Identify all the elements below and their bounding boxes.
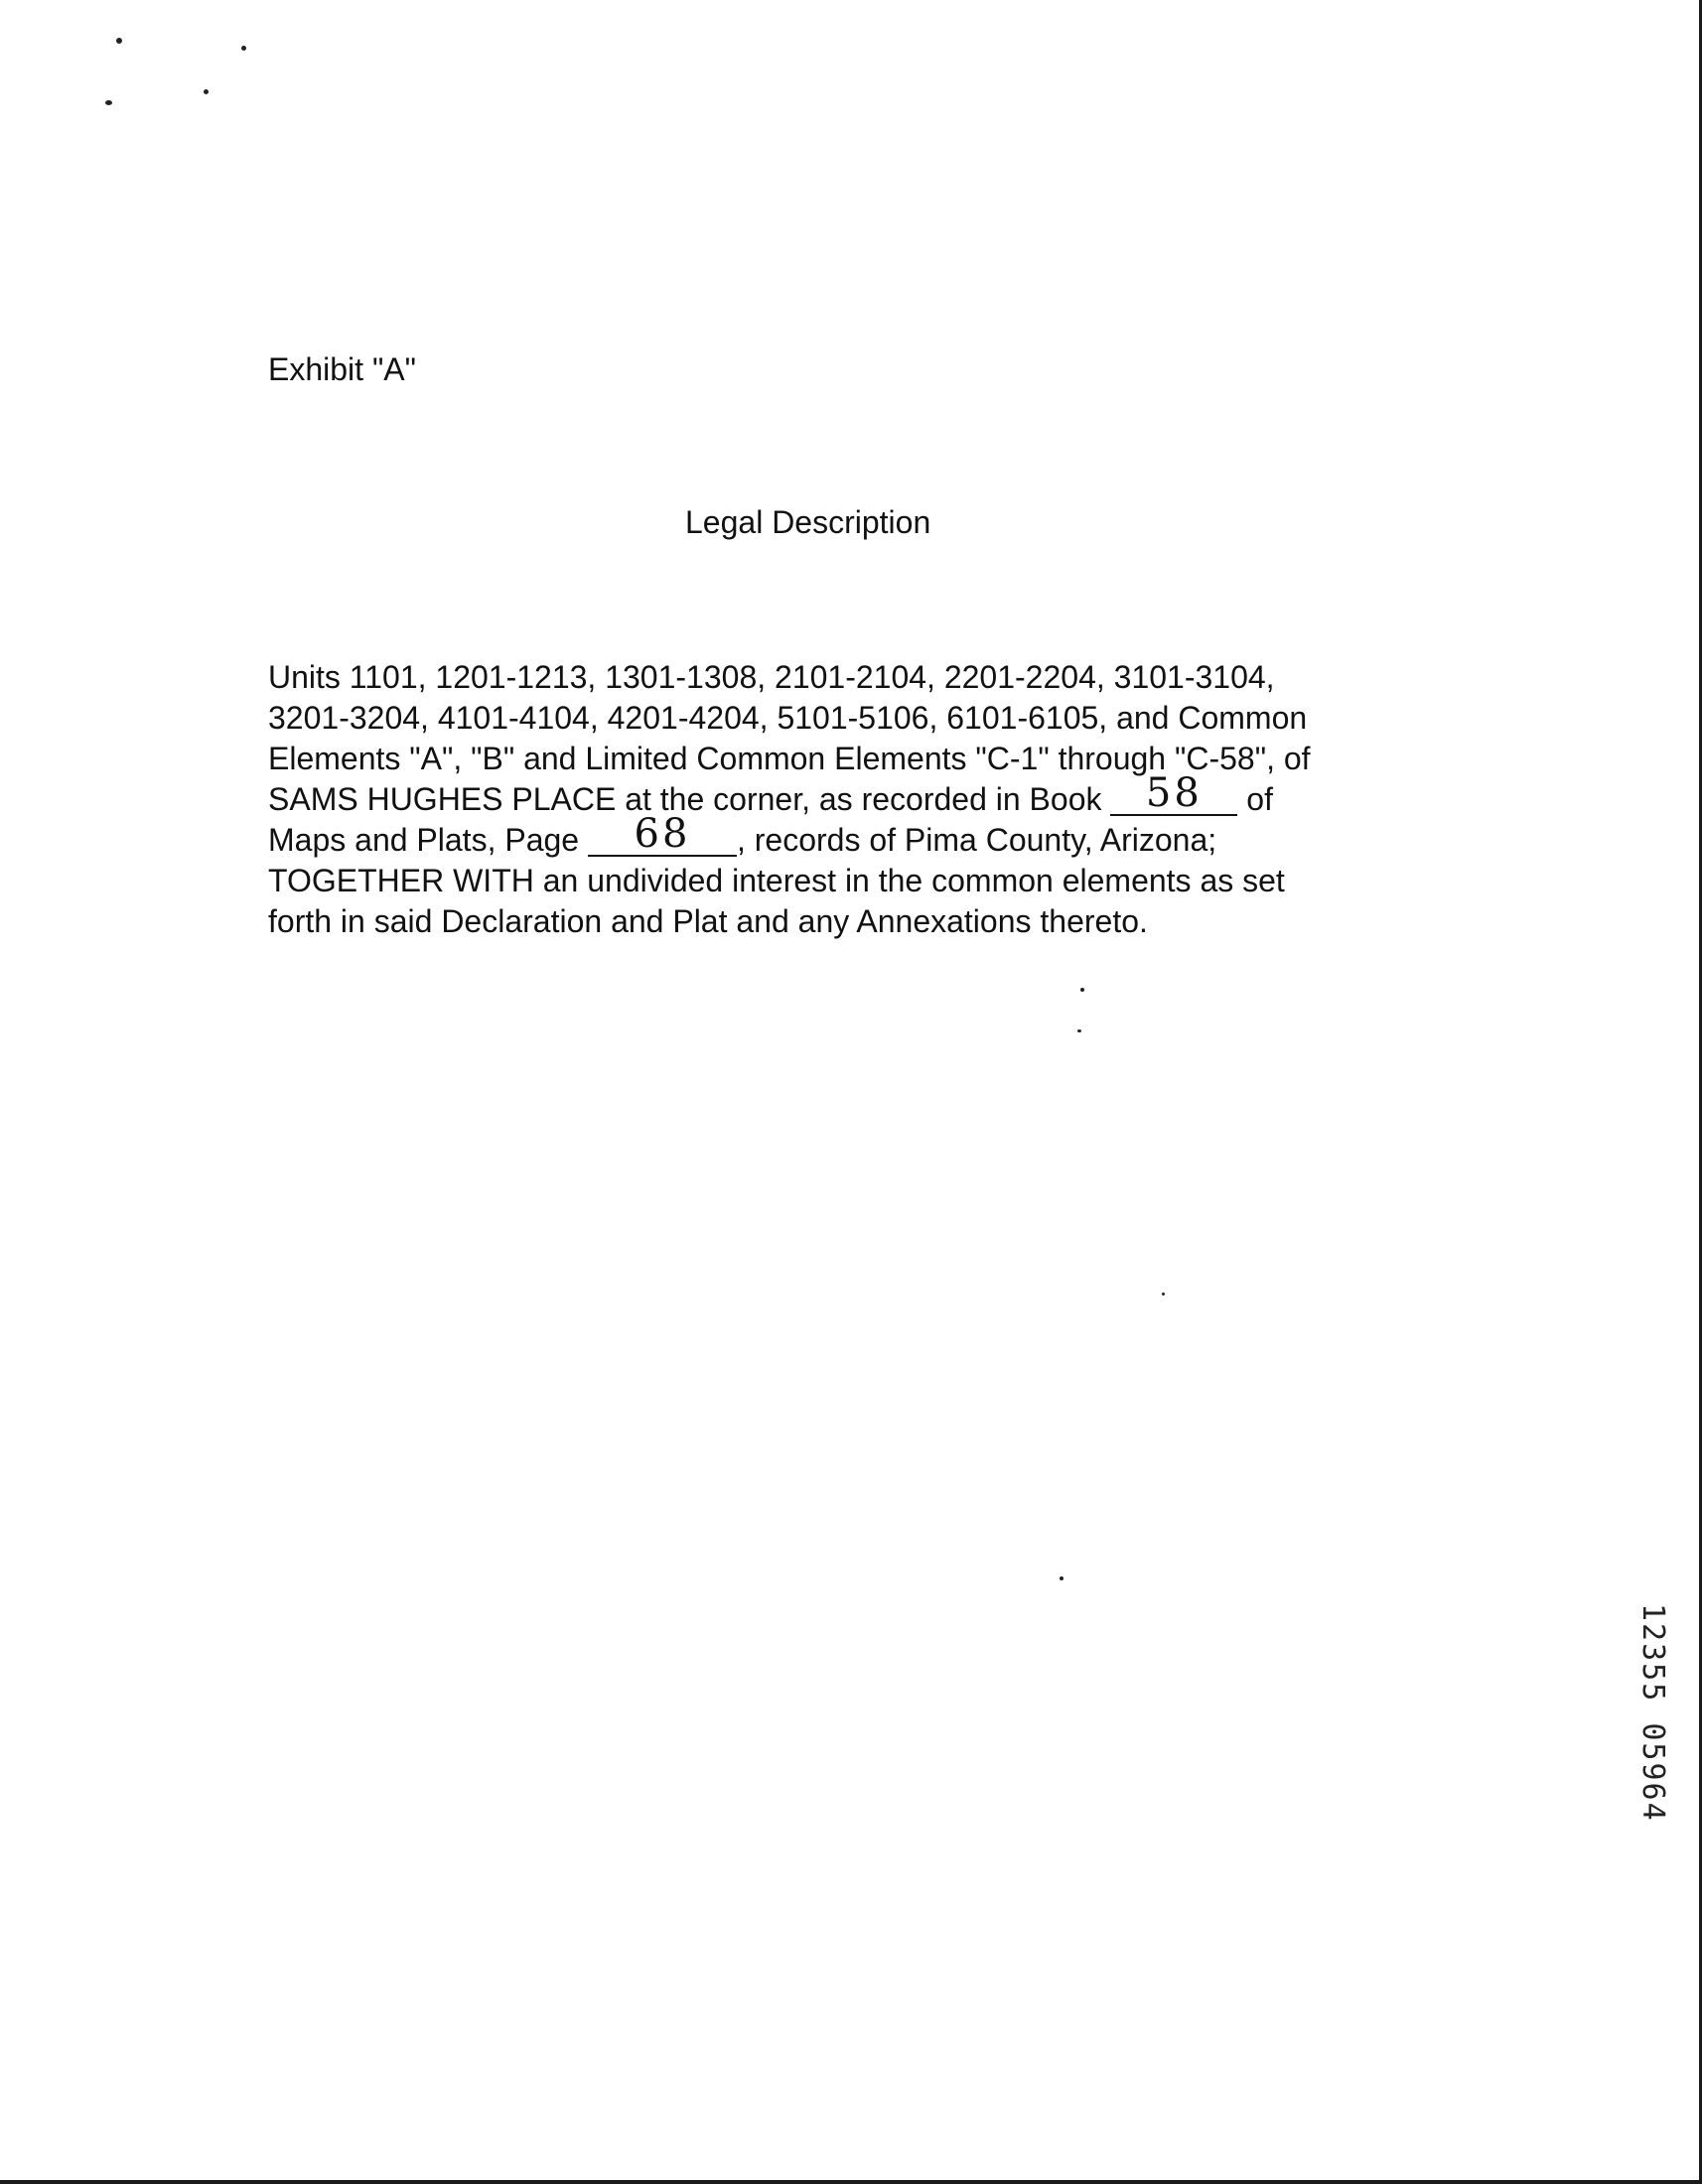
page-number: 68: [634, 811, 691, 857]
scan-speck: [1077, 1029, 1081, 1032]
paragraph-line: Elements "A", "B" and Limited Common Elements "C-1" through "C-58", of: [268, 741, 1311, 776]
book-number: 58: [1145, 770, 1203, 816]
book-number-blank: [1110, 770, 1237, 816]
paragraph-line: 3201-3204, 4101-4104, 4201-4204, 5101-5106, 6101-6105, and Common: [268, 700, 1308, 736]
scan-edge-bottom: [0, 2180, 1702, 2184]
paragraph-text: SAMS HUGHES PLACE at the corner, as recorded in Book: [268, 781, 1111, 817]
page-number-blank: [588, 811, 737, 857]
scan-speck: [241, 46, 246, 51]
scan-speck: [1080, 988, 1084, 992]
scan-speck: [105, 100, 112, 105]
paragraph-line: [268, 770, 1380, 820]
paragraph-line: TOGETHER WITH an undivided interest in the common elements as set: [268, 863, 1285, 898]
page-title: Legal Description: [685, 504, 931, 540]
legal-description-paragraph: [268, 657, 1380, 942]
scan-speck: [1162, 1293, 1165, 1296]
scan-speck: [204, 89, 209, 94]
exhibit-label: Exhibit "A": [268, 351, 416, 387]
paragraph-line: [268, 811, 1380, 861]
paragraph-text: of: [1237, 781, 1273, 817]
paragraph-line: forth in said Declaration and Plat and any Annexations thereto.: [268, 903, 1148, 939]
paragraph-text: Maps and Plats, Page: [268, 822, 588, 858]
scan-speck: [1060, 1576, 1064, 1580]
paragraph-line: Units 1101, 1201-1213, 1301-1308, 2101-2104, 2201-2204, 3101-3104,: [268, 659, 1275, 695]
paragraph-text: , records of Pima County, Arizona;: [736, 822, 1217, 858]
document-number-stamp: 12355 05964: [1635, 1603, 1670, 1823]
scan-speck: [116, 38, 122, 44]
